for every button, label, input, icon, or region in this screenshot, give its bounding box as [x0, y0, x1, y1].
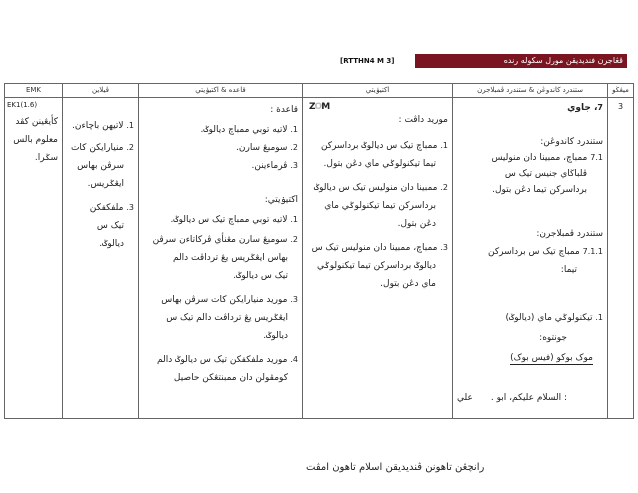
qaedah-item-3	[251, 160, 298, 172]
method-activity-1-text: لاتيه توبي ممباچ تيک س ديالوݢ.	[170, 215, 288, 225]
method-activity-2-number: 2.	[290, 235, 298, 244]
values-item-1-text-1: لاتيهن باچاءن.	[72, 121, 124, 131]
method-activity-2-line-1	[153, 234, 298, 246]
method-activity-1-number: 1.	[290, 215, 298, 224]
topic-heading: 7، جاوي	[567, 103, 603, 113]
table-header-row	[5, 84, 634, 98]
values-item-2-line-2: سرڤن بهاس	[77, 161, 124, 171]
example-label: جونتوه:	[539, 333, 567, 343]
values-item-1-number: 1.	[126, 121, 134, 130]
method-activity-3-line-1	[161, 294, 298, 306]
values-item-1-line-1	[72, 120, 134, 132]
activity-item-3-text-1: ممباچ، ممبينا دان منوليس تيک س	[311, 243, 438, 253]
activity-item-2-number: 2.	[440, 183, 448, 192]
column-header-activity: اکتيۏيتي	[303, 84, 453, 98]
greeting-text: : السلام عليكم، ابو .	[490, 393, 567, 403]
activity-item-3-line-3: ماي دڠن بتول.	[380, 279, 436, 289]
pembelajaran-line-1	[488, 246, 603, 258]
method-activity-title: اکتيۏيتي:	[264, 195, 298, 205]
pembelajaran-code: 7.1.1	[582, 247, 603, 256]
zoom-o: O	[314, 102, 322, 112]
standard-cell	[453, 98, 608, 419]
column-header-method: قاعده & اکتيۏيتي	[139, 84, 303, 98]
method-activity-2-line-2: بهاس ايڠݢريس يڠ ترداڤت دالم	[172, 253, 288, 263]
document-code	[340, 57, 394, 65]
activity-item-2-line-2: برداسرکن تيما تيکنولوݢي ماي	[324, 201, 436, 211]
footer-text: رانچڠن تاهونن ڤنديديقن اسلام تاهون امڤت	[306, 462, 485, 473]
kandungan-line-3: برداسرکن تيما دڠن بتول.	[492, 185, 587, 195]
topic-number: 7	[597, 103, 603, 112]
activity-item-3-line-1	[312, 242, 448, 254]
qaedah-item-1-text: لاتيه توبي ممباچ ديالوݢ.	[200, 125, 288, 135]
method-activity-2-text-1: سومبڠ سارن مڠنأي ڤرکاتاءن سرڤن	[152, 235, 288, 245]
theme-number: 1.	[595, 313, 603, 322]
activity-item-1-number: 1.	[440, 141, 448, 150]
method-activity-3-number: 3.	[290, 295, 298, 304]
values-item-3-line-2: تيک س	[96, 221, 124, 231]
week-cell	[608, 98, 634, 419]
method-activity-4-line-1	[157, 354, 298, 366]
emk-line-1: کأيڠينن کڤد	[15, 117, 58, 127]
values-item-3-line-3: ديالوݢ.	[99, 239, 124, 249]
method-activity-4-text-1: موريد ملفکفکن تيک س ديالوݢ دالم	[157, 355, 288, 365]
column-header-week: ميڠڬو	[608, 84, 634, 98]
activity-cell	[303, 98, 453, 419]
example-title: موک بوکو (فيس بوک)	[510, 353, 593, 363]
values-item-2-text-1: منيارايکن کات	[70, 143, 124, 153]
values-item-3-text-1: ملفکفکن	[89, 203, 124, 213]
document-code-text: [RTTHN4 M 3]	[340, 57, 395, 65]
zoom-m: M	[321, 102, 330, 112]
pembelajaran-line-2: تيما:	[560, 265, 577, 275]
qaedah-item-3-text: ڤرماءينن.	[251, 161, 288, 171]
values-item-2-line-3: ايڠݢريس.	[87, 179, 124, 189]
activity-item-3-line-2: ديالوݢ برداسرکن تيما تيکنولوݢي	[316, 261, 436, 271]
topic-title: جاوي	[567, 103, 591, 113]
method-activity-4-line-2: کومڤولن دان ممبنتڠکن حاصيل	[173, 373, 288, 383]
emk-code: EK1(1.6)	[7, 101, 38, 109]
qaedah-item-1	[200, 124, 298, 136]
qaedah-title: قاعدة :	[270, 105, 298, 115]
values-item-2-line-1	[71, 142, 134, 154]
pembelajaran-text-1: ممباچ تيک س برداسرکن	[488, 247, 580, 257]
theme-title: تيکنولوݢي ماي (ديالوݢ)	[505, 313, 593, 323]
method-activity-1-line-1	[171, 214, 299, 226]
method-activity-3-line-3: ديالوݢ.	[263, 331, 288, 341]
values-item-3-line-1	[90, 202, 134, 214]
week-number: 3	[617, 102, 624, 111]
emk-cell	[5, 98, 63, 419]
kandungan-line-2: ڤلباڬاي جنيس تيک س	[504, 169, 587, 179]
activity-item-3-number: 3.	[440, 243, 448, 252]
kandungan-text-1: ممباچ، ممبينا دان منوليس	[491, 153, 588, 163]
method-activity-3-text-1: موريد منيارايکن کات سرڤن بهاس	[161, 295, 288, 305]
activity-subtitle: موريد داڤت :	[398, 115, 448, 125]
kandungan-line-1	[491, 152, 603, 164]
values-cell	[63, 98, 139, 419]
method-activity-2-line-3: تيک س ديالوݢ.	[233, 271, 288, 281]
table-row	[5, 98, 634, 419]
column-header-values: ڤيلاين	[63, 84, 139, 98]
activity-item-2-text-1: ممبينا دان منوليس تيک س ديالوݢ	[313, 183, 438, 193]
header-banner: ڤڠاجرن فنديديقن مورل سكوله رنده	[415, 54, 627, 68]
theme-line	[505, 312, 603, 324]
method-activity-3-line-2: ايڠݢريس يڠ ترداڤت دالم تيک س	[166, 313, 288, 323]
lesson-plan-table	[4, 83, 634, 419]
kandungan-code: 7.1	[590, 153, 603, 162]
qaedah-item-2	[236, 142, 298, 154]
method-cell	[139, 98, 303, 419]
zoom-logo	[309, 102, 329, 112]
pembelajaran-title: ستندرد ڤمبلاجرن:	[536, 229, 603, 239]
emk-line-3: سݢرا.	[34, 153, 58, 163]
qaedah-item-2-text: سومبڠ سارن.	[236, 143, 288, 153]
zoom-z: Z	[309, 102, 315, 112]
speaker-name: علي	[457, 393, 473, 403]
values-item-2-number: 2.	[126, 143, 134, 152]
kandungan-title: ستندرد کاندوڠن:	[540, 137, 603, 147]
activity-item-2-line-1	[314, 182, 448, 194]
qaedah-item-3-number: 3.	[290, 161, 298, 170]
values-item-3-number: 3.	[126, 203, 134, 212]
method-activity-4-number: 4.	[290, 355, 298, 364]
column-header-emk: EMK	[5, 84, 63, 98]
activity-item-1-text-1: ممباچ تيک س ديالوݢ برداسرکن	[320, 141, 438, 151]
column-header-standard: ستندرد کاندوڠن & ستندرد ڤمبلاجرن	[453, 84, 608, 98]
activity-item-2-line-3: دڠن بتول.	[397, 219, 436, 229]
qaedah-item-2-number: 2.	[290, 143, 298, 152]
activity-item-1-line-2: تيما تيکنولوݢي ماي دڠن بتول.	[323, 159, 436, 169]
qaedah-item-1-number: 1.	[290, 125, 298, 134]
activity-item-1-line-1	[321, 140, 448, 152]
emk-line-2: معلوم بالس	[13, 135, 58, 145]
